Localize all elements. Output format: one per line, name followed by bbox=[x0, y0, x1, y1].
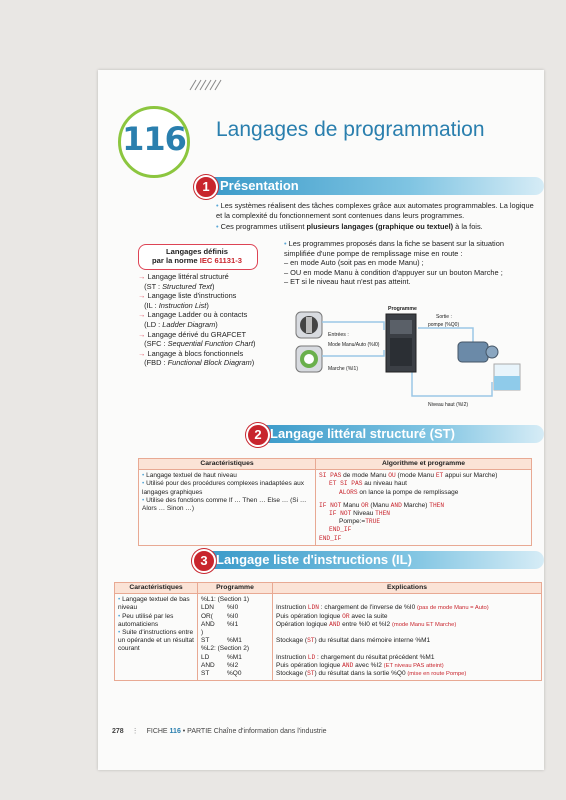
list-item: → Langage Ladder ou à contacts (LD : Ladder Diagram) bbox=[138, 310, 248, 329]
section-2-title: Langage littéral structuré (ST) bbox=[270, 426, 455, 441]
list-item: → Langage liste d'instructions (IL : Instruction List) bbox=[138, 291, 237, 310]
svg-text:Mode Manu/Auto (%I0): Mode Manu/Auto (%I0) bbox=[328, 342, 380, 348]
svg-text:Marche (%I1): Marche (%I1) bbox=[328, 366, 359, 372]
svg-text:Programme: Programme bbox=[388, 306, 417, 312]
section-1-number: 1 bbox=[194, 175, 218, 199]
st-algorithme-cell: SI PAS de mode Manu OU (mode Manu ET appui sur Marche) ET SI PAS au niveau haut ALORS on lance la pompe de remplissage IF NOT Manu OR (Manu AND Marche) THEN IF NOT Niveau THEN Pompe:=TRUE END_IF END_IF bbox=[316, 470, 532, 546]
st-table bbox=[138, 458, 532, 546]
intro-paragraph-2: • Ces programmes utilisent plusieurs langages (graphique ou textuel) à la fois. bbox=[216, 222, 483, 231]
page-number: 278 bbox=[112, 728, 124, 735]
list-item: • Langage textuel de haut niveau bbox=[142, 472, 237, 480]
il-table bbox=[114, 582, 542, 681]
language-list bbox=[138, 272, 288, 368]
il-caracteristiques-cell bbox=[115, 594, 198, 681]
chapter-number: 116 bbox=[122, 120, 186, 158]
list-item: • Langage textuel de bas niveau bbox=[118, 596, 190, 612]
norm-box-title: Langages définis par la norme IEC 61131-3 bbox=[152, 247, 242, 265]
chapter-title: Langages de programmation bbox=[216, 118, 485, 141]
section-3-number: 3 bbox=[192, 549, 216, 573]
book-page bbox=[98, 70, 544, 770]
situation-paragraph: • Les programmes proposés dans la fiche se basent sur la situation simplifiée d'une pompe de remplissage mise en route : – en mode Auto (soit pas en mode Manu) ; – OU en mode Manu à condition d'appuyer sur un bouton Marche ; – ET si le niveau haut n'est pas atteint. bbox=[284, 239, 504, 287]
list-item: → Langage littéral structuré (ST : Structured Text) bbox=[138, 272, 229, 291]
section-2-number: 2 bbox=[246, 423, 270, 447]
svg-text:Sortie :: Sortie : bbox=[436, 314, 452, 320]
svg-text:Entrées :: Entrées : bbox=[328, 332, 349, 338]
decorative-stripes bbox=[188, 78, 228, 92]
il-explications-cell: Instruction LDN : chargement de l'inverse de %I0 (pas de mode Manu = Auto) Puis opération logique OR avec la suite Opération logique AND entre %I0 et %I2 (mode Manu ET Marche) Stockage (ST) du résultat dans mémoire interne %M1 Instruction LD : chargement du résultat précédent %M1 Puis opération logique AND avec %I2 (ET niveau PAS atteint) Stockage (ST) du résultat dans la sortie %Q0 (mise en route Pompe) bbox=[273, 594, 542, 681]
st-col-caracteristiques: Caractéristiques bbox=[139, 459, 316, 470]
list-item: • Peu utilisé par les automaticiens bbox=[118, 612, 174, 628]
pump-diagram-drawing bbox=[288, 302, 528, 414]
page-footer: 278 ⋮ FICHE 116 • PARTIE Chaîne d'information dans l'industrie bbox=[112, 728, 327, 735]
st-caracteristiques-cell bbox=[139, 470, 316, 546]
list-item: → Langage dérivé du GRAFCET (SFC : Sequential Function Chart) bbox=[138, 329, 256, 349]
intro-paragraph-1: • Les systèmes réalisent des tâches complexes grâce aux automates programmables. La logique et la complexité du fonctionnement sont contenues dans leurs programmes. bbox=[216, 201, 534, 220]
il-col-programme: Programme bbox=[198, 583, 273, 594]
pump-diagram bbox=[288, 302, 528, 414]
list-item: → Langage à blocs fonctionnels (FBD : Functional Block Diagram) bbox=[138, 348, 255, 368]
section-3-title: Langage liste d'instructions (IL) bbox=[216, 552, 412, 567]
svg-text:pompe (%Q0): pompe (%Q0) bbox=[428, 322, 460, 328]
list-item: • Suite d'instructions entre un opérande et un résultat courant bbox=[118, 629, 194, 653]
svg-text:Niveau haut (%I2): Niveau haut (%I2) bbox=[428, 402, 469, 408]
il-programme-cell: %L1: (Section 1) LDN %I0 OR( %I0 AND %I1 ) ST %M1 %L2: (Section 2) LD %M1 AND %I2 ST %Q0 bbox=[198, 594, 273, 681]
list-item: • Utilise des fonctions comme If … Then … Else … (Si … Alors … Sinon …) bbox=[142, 496, 307, 513]
il-col-caracteristiques: Caractéristiques bbox=[115, 583, 198, 594]
section-1-title: Présentation bbox=[220, 178, 299, 193]
il-col-explications: Explications bbox=[273, 583, 542, 594]
st-col-algorithme: Algorithme et programme bbox=[316, 459, 532, 470]
list-item: • Utilisé pour des procédures complexes inadaptées aux langages graphiques bbox=[142, 480, 304, 496]
